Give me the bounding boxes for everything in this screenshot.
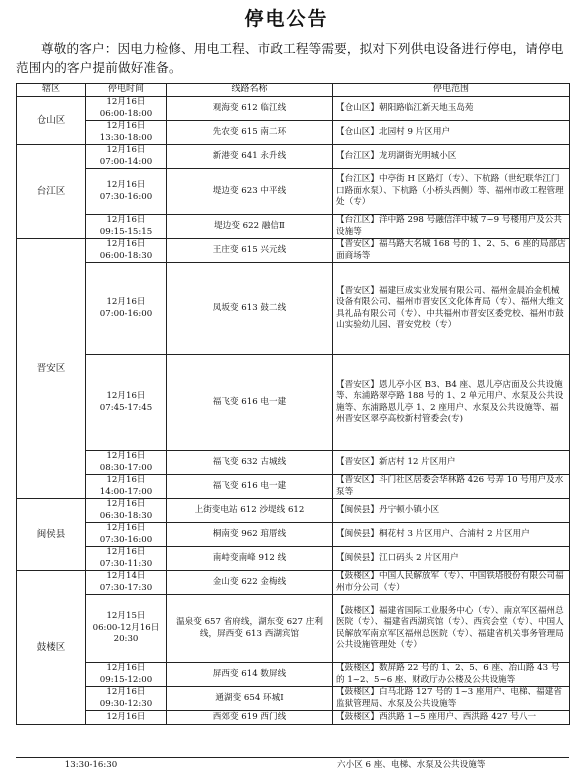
scope-cell: 【晋安区】斗门社区居委会华林路 426 号弄 10 号用户及水泵等 — [333, 475, 570, 499]
time-cell: 12月16日 14:00-17:00 — [86, 475, 167, 499]
time-cell: 12月16日 07:30-16:00 — [86, 169, 167, 215]
time-cell: 12月16日 07:30-11:30 — [86, 547, 167, 571]
scope-cell: 【台江区】中亭街 H 区路灯（专）、下杭路（世纪联华江门口路面水泵）、下杭路（小桥头西侧）等、福州市政工程管理处（专） — [333, 169, 570, 215]
table-header-row — [17, 84, 570, 97]
time-cell: 12月16日 07:00-16:00 — [86, 263, 167, 355]
line-cell: 福飞变 632 古城线 — [167, 451, 333, 475]
district-cell: 台江区 — [17, 145, 86, 239]
time-cell: 12月16日 07:00-14:00 — [86, 145, 167, 169]
table-continuation — [16, 757, 569, 772]
line-cell: 王庄变 615 兴元线 — [167, 239, 333, 263]
table-row — [17, 355, 570, 451]
line-cell: 通湖变 654 环城Ⅰ — [167, 687, 333, 711]
table-row — [17, 97, 570, 121]
time-cell: 12月16日 09:15-15:15 — [86, 215, 167, 239]
scope-cell: 【鼓楼区】福建省国际工业服务中心（专）、南京军区福州总医院（专）、福建省西湖宾馆（专）、西宾会堂（专）、中国人民解放军南京军区福州总医院（专）、福建省机关事务管理局公共设施管理处（专） — [333, 595, 570, 663]
scope-cell: 【闽侯县】丹宁顿小镇小区 — [333, 499, 570, 523]
district-cell: 仓山区 — [17, 97, 86, 145]
district-cell: 晋安区 — [17, 239, 86, 499]
notice-intro: 尊敬的客户：因电力检修、用电工程、市政工程等需要，拟对下列供电设备进行停电，请停电范围内的客户提前做好准备。 — [16, 41, 564, 75]
scope-cell: 【鼓楼区】西洪路 1~5 座用户、西洪路 427 号八一 — [333, 711, 570, 725]
time-cell: 12月16日 09:15-12:00 — [86, 663, 167, 687]
line-cell: 福飞变 616 电一建 — [167, 355, 333, 451]
district-cell: 鼓楼区 — [17, 571, 86, 725]
scope-cell: 【鼓楼区】白马北路 127 号的 1~3 座用户、电梯、福建省监狱管理局、水泵及公共设施等 — [333, 687, 570, 711]
line-cell: 新港变 641 永升线 — [167, 145, 333, 169]
table-body — [17, 97, 570, 725]
time-cell: 12月16日 08:30-17:00 — [86, 451, 167, 475]
table-row — [17, 145, 570, 169]
scope-cell: 【鼓楼区】中国人民解放军（专）、中国铁塔股份有限公司福州市分公司（专） — [333, 571, 570, 595]
header-district: 辖区 — [17, 84, 86, 97]
table-row — [17, 547, 570, 571]
scope-cell: 【晋安区】福建巨成实业发展有限公司、福州金晨冶金机械设备有限公司、福州市晋安区文化体育局（专）、福州大维文具礼品有限公司（专）、中共福州市晋安区委党校、福州市鼓山实验幼儿园、晋安党校（专） — [333, 263, 570, 355]
time-cell: 12月16日 06:00-18:30 — [86, 239, 167, 263]
time-cell: 12月16日 06:00-18:00 — [86, 97, 167, 121]
time-cell: 12月15日 06:00-12月16日 20:30 — [86, 595, 167, 663]
table-row — [17, 711, 570, 725]
scope-cell: 【台江区】龙玥湖街光明城小区 — [333, 145, 570, 169]
scope-cell: 【鼓楼区】数屏路 22 号的 1、2、5、6 座、冶山路 43 号的 1~2、5~6 座、财政厅办公楼及公共设施等 — [333, 663, 570, 687]
header-time: 停电时间 — [86, 84, 167, 97]
scope-cell: 【晋安区】福马路大名城 168 号的 1、2、5、6 座的局部店面商场等 — [333, 239, 570, 263]
table-row — [17, 663, 570, 687]
table-row — [17, 263, 570, 355]
time-cell: 12月16日 07:30-16:00 — [86, 523, 167, 547]
scope-cell: 【闽侯县】桐花村 3 片区用户、合浦村 2 片区用户 — [333, 523, 570, 547]
table-row — [17, 595, 570, 663]
line-cell: 屏西变 614 数屏线 — [167, 663, 333, 687]
table-row — [17, 169, 570, 215]
scope-cell: 【仓山区】朝阳路临江新天地玉岛苑 — [333, 97, 570, 121]
table-row — [17, 475, 570, 499]
notice-title: 停电公告 — [244, 8, 329, 30]
table-row — [17, 687, 570, 711]
scope-cell: 【闽侯县】江口码头 2 片区用户 — [333, 547, 570, 571]
time-cell: 12月16日 13:30-18:00 — [86, 121, 167, 145]
line-cell: 福飞变 616 电一建 — [167, 475, 333, 499]
district-cell: 闽侯县 — [17, 499, 86, 571]
table-row — [17, 451, 570, 475]
line-cell: 南峙变南峰 912 线 — [167, 547, 333, 571]
line-cell: 桐南变 962 琯厝线 — [167, 523, 333, 547]
line-cell: 凤坂变 613 鼓二线 — [167, 263, 333, 355]
scope-cell: 【仓山区】北园村 9 片区用户 — [333, 121, 570, 145]
line-cell: 先农变 615 南二环 — [167, 121, 333, 145]
table-row — [17, 571, 570, 595]
line-cell: 上街变电站 612 沙堤线 612 — [167, 499, 333, 523]
time-cell: 12月16日 09:30-12:30 — [86, 687, 167, 711]
time-cell: 12月14日 07:30-17:30 — [86, 571, 167, 595]
line-cell: 西郊变 619 西门线 — [167, 711, 333, 725]
line-cell: 金山变 622 金梅线 — [167, 571, 333, 595]
continuation-scope: 六小区 6 座、电梯、水泵及公共设施等 — [337, 760, 486, 770]
table-row — [17, 121, 570, 145]
outage-table — [16, 83, 570, 725]
scope-cell: 【晋安区】恩儿亭小区 B3、B4 座、恩儿亭店面及公共设施等、东浦路翠亭路 188 号的 1、2 单元用户、水泵及公共设施等、东浦路恩儿亭 1、2 座用户、水泵及公共设施等、福州晋安区翠亭高校新村管委会(专) — [333, 355, 570, 451]
line-cell: 观海变 612 临江线 — [167, 97, 333, 121]
table-row — [17, 523, 570, 547]
header-line: 线路名称 — [167, 84, 333, 97]
scope-cell: 【台江区】洋中路 298 号融信洋中城 7~9 号楼用户及公共设施等 — [333, 215, 570, 239]
line-cell: 堤边变 623 中平线 — [167, 169, 333, 215]
table-row — [17, 215, 570, 239]
table-row — [17, 239, 570, 263]
line-cell: 温泉变 657 省府线，湖东变 627 庄利线，屏西变 613 西湖宾馆 — [167, 595, 333, 663]
table-row — [17, 499, 570, 523]
scope-cell: 【晋安区】新店村 12 片区用户 — [333, 451, 570, 475]
time-cell: 12月16日 07:45-17:45 — [86, 355, 167, 451]
continuation-time: 13:30-16:30 — [64, 760, 118, 770]
line-cell: 堤边变 622 融信Ⅱ — [167, 215, 333, 239]
time-cell: 12月16日 06:30-18:30 — [86, 499, 167, 523]
header-scope: 停电范围 — [333, 84, 570, 97]
time-cell: 12月16日 — [86, 711, 167, 725]
